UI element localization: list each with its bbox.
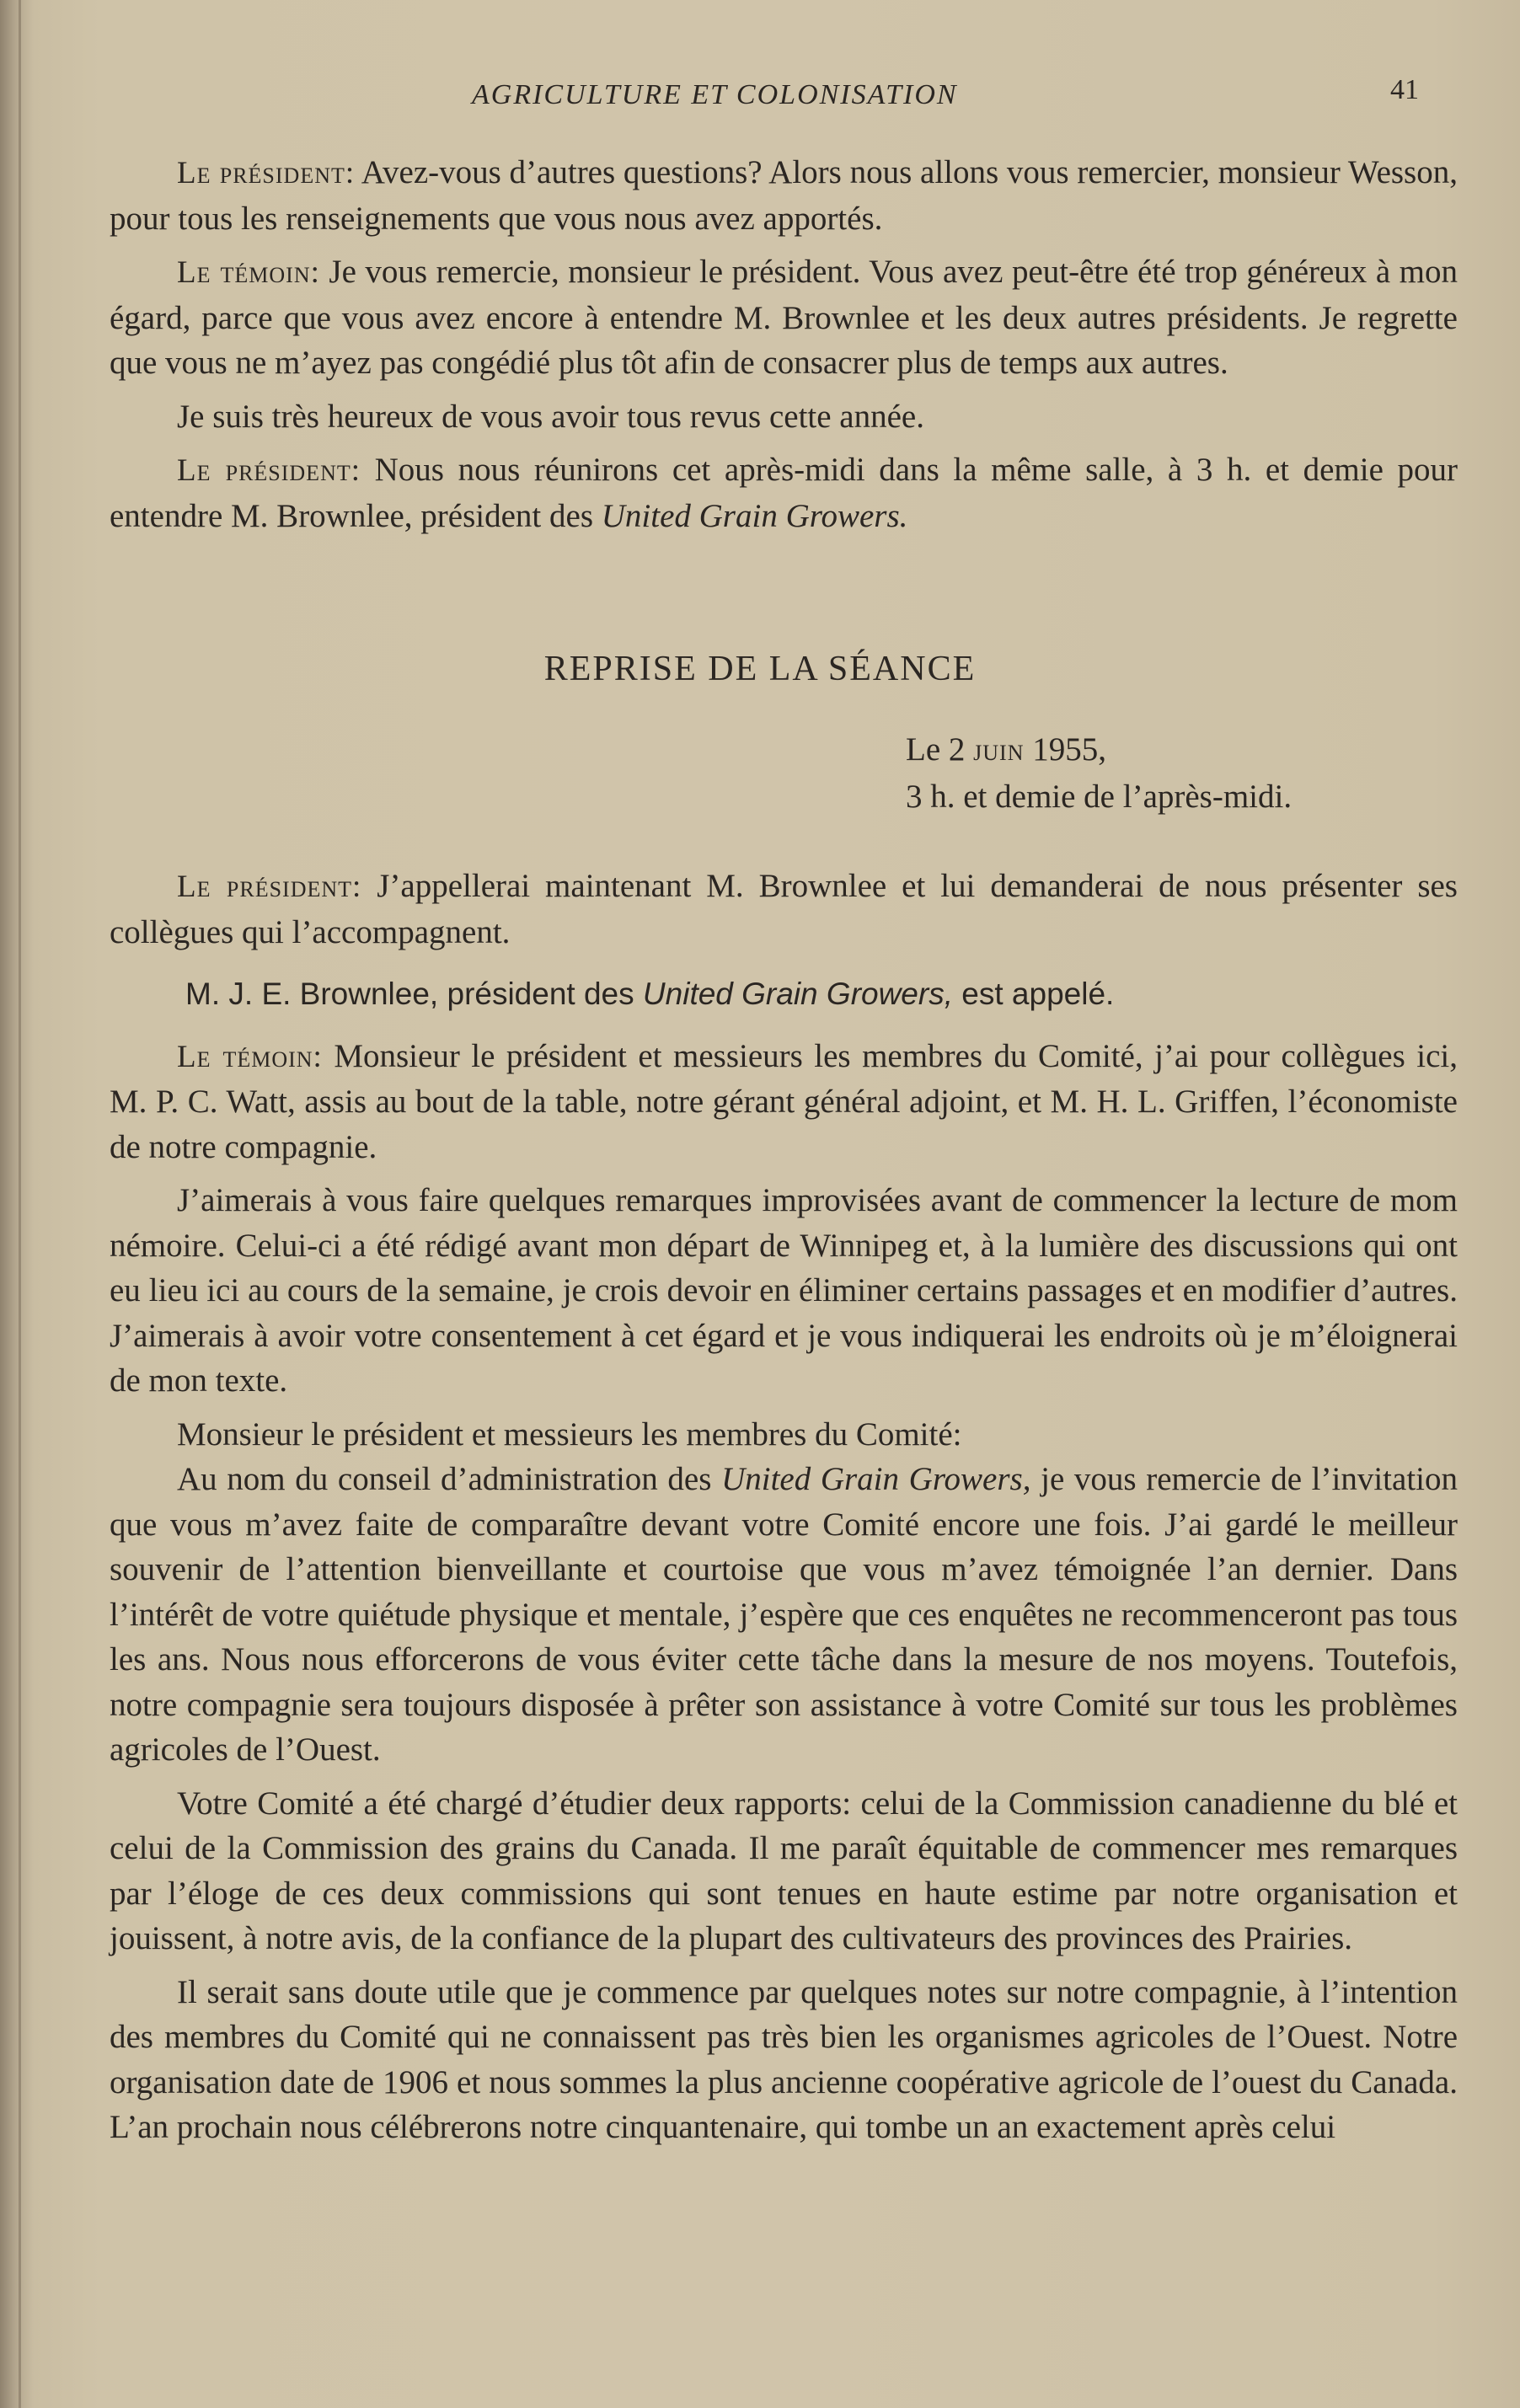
speaker-label: Le président: [177,156,356,190]
paragraph-witness-colleagues [110,1034,1458,1170]
paragraph-reports: Votre Comité a été chargé d’étudier deux rapports: celui de la Commission canadienne du blé et celui de la Commission des grains du Canada. Il me paraît équitable de commencer mes remarques par l’éloge de ces deux commissions qui sont tenues en haute estime par notre organisation et jouissent, à notre avis, de la confiance de la plupart des cultivateurs des provinces des Prairies. [110,1785,1458,1956]
paragraph-text: Monsieur le président et messieurs les membres du Comité, j’ai pour collègues ici, M. P. C. Watt, assis au bout de la table, notre gérant général adjoint, et M. H. L. Griffen, l’économiste de notre compagnie. [110,1037,1458,1165]
paragraph-president-thanks [110,150,1458,241]
session-time: 3 h. et demie de l’après-midi. [906,779,1293,815]
running-title: AGRICULTURE ET COLONISATION [472,79,958,110]
paragraph-witness-glad: Je suis très heureux de vous avoir tous revus cette année. [177,398,924,435]
session-dateline [906,726,1292,820]
section-heading: REPRISE DE LA SÉANCE [543,650,977,688]
paragraph-text: Je vous remercie, monsieur le président. Vous avez peut-être été trop généreux à mon égard, parce que vous avez encore à entendre M. Brownlee et les deux autres présidents. Je regrette que vous ne m’ayez pas congédié plus tôt afin de consacrer plus de temps aux autres. [110,254,1458,381]
paragraph-company-history: Il serait sans doute utile que je commence par quelques notes sur notre compagnie, à l’intention des membres du Comité qui ne connaissent pas très bien les organismes agricoles de l’Ouest. Notre organisation date de 1906 et nous sommes la plus ancienne coopérative agricole de l’ouest du Canada. L’an prochain nous célébrerons notre cinquantenaire, qui tombe un an exactement après celui [110,1973,1458,2145]
session-month: juin [973,733,1025,768]
binding-gutter [19,0,21,2408]
paragraph-text: Avez-vous d’autres questions? Alors nous allons vous remercier, monsieur Wesson, pour tous les renseignements que vous nous avez apportés. [110,154,1458,237]
paragraph-thanks-invitation: Au nom du conseil d’administration des United Grain Growers, je vous remercie de l’invitation que vous m’avez faite de comparaître devant votre Comité encore une fois. J’ai gardé le meilleur souvenir de l’attention bienveillante et courtoise que vous m’avez témoignée l’an dernier. Dans l’intérêt de votre quiétude physique et mentale, j’espère que ces enquêtes ne recommenceront pas tous les ans. Nous nous efforcerons de vous éviter cette tâche dans la mesure de nos moyens. Toutefois, notre compagnie sera toujours disposée à prêter son assistance à votre Comité sur tous les problèmes agricoles de l’Ouest. [110,1461,1458,1768]
paragraph-salutation: Monsieur le président et messieurs les membres du Comité: [177,1415,962,1453]
paragraph-witness-reply [110,249,1458,386]
session-date: Le 2 juin 1955, [906,731,1106,768]
text-block-main [110,864,1458,2150]
paragraph-remarks: J’aimerais à vous faire quelques remarques improvisées avant de commencer la lecture de mom némoire. Celui-ci a été rédigé avant mon départ de Winnipeg et, à la lumière des discussions qui ont eu lieu ici au cours de la semaine, je crois devoir en éliminer certains passages et en modifier d’autres. J’aimerais à avoir votre consentement à cet égard et je vous indiquerai les endroits où je m’éloignerai de mon texte. [110,1182,1458,1399]
page-number: 41 [1390,74,1419,105]
organization-name: United Grain Growers, [721,1461,1031,1497]
speaker-label: Le témoin: [177,1039,323,1074]
paragraph-president-adjourn [110,447,1458,538]
organization-name: United Grain Growers, [642,977,953,1011]
speaker-label: Le président: [177,870,362,904]
page-header [0,74,1520,125]
organization-name: United Grain Growers. [601,497,908,534]
paragraph-text: J’appellerai maintenant M. Brownlee et lui demanderai de nous présenter ses collègues qui l’accompagnent. [110,868,1458,950]
speaker-label: Le président: [177,453,361,488]
speaker-label: Le témoin: [177,255,320,290]
paragraph-president-calls [110,864,1458,955]
text-block-top [110,150,1458,538]
witness-called-line: M. J. E. Brownlee, président des United Grain Growers, est appelé. [185,977,1115,1011]
paragraph-text: Nous nous réunirons cet après-midi dans la même salle, à 3 h. et demie pour entendre M. Brownlee, président des [110,452,1458,534]
